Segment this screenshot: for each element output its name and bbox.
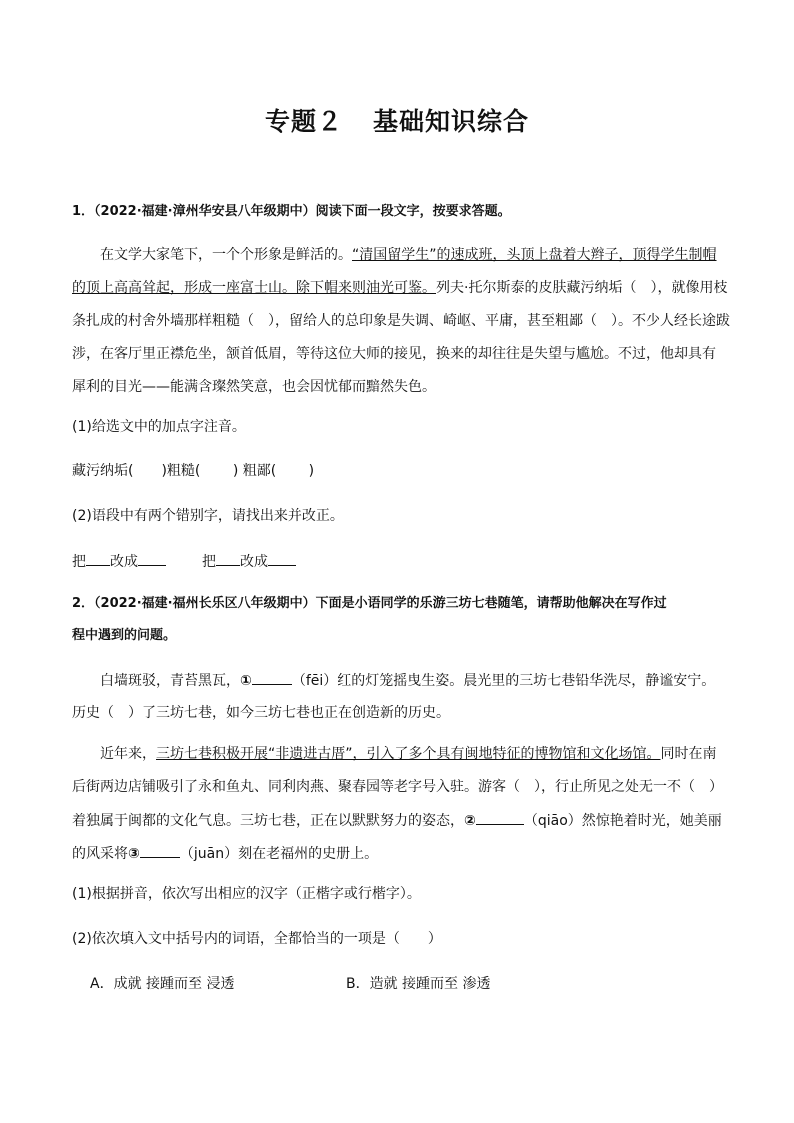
- answer-blank: [476, 810, 524, 825]
- q1-subquestion-2: (2)语段中有两个错别字，请找出来并改正。: [72, 508, 344, 524]
- q1-paragraph-line-2: 的顶上高高耸起，形成一座富士山。除下帽来则油光可鉴。列夫·托尔斯泰的皮肤藏污纳垢（ ），就像用枝: [72, 280, 728, 296]
- q2-paragraph-2-line-4: 的风采将③ （juān）刻在老福州的史册上。: [72, 843, 378, 864]
- q2-paragraph-2-line-3: 着独属于闽都的文化气息。三坊七巷，正在以默默努力的姿态，② （qiāo）然惊艳着时光，她美丽: [72, 810, 722, 831]
- circled-number-1: ①: [240, 673, 252, 689]
- q2-paragraph-1-line-2: 历史（ ）了三坊七巷，如今三坊七巷也正在创造新的历史。: [72, 705, 450, 721]
- q1-subquestion-1-answer-blanks: 藏污纳垢( )粗糙( ) 粗鄙( ): [72, 463, 315, 479]
- q2-subquestion-2: (2)依次填入文中括号内的词语，全都恰当的一项是（ ）: [72, 931, 442, 947]
- q2-paragraph-2-line-1: 近年来，三坊七巷积极开展“非遗进古厝”，引入了多个具有闽地特征的博物馆和文化场馆。同时在南: [100, 746, 717, 762]
- q1-paragraph-line-4: 涉，在客厅里正襟危坐，颔首低眉，等待这位大师的接见，换来的却往往是失望与尴尬。不过，他却具有: [72, 346, 716, 362]
- q1-paragraph-line-1: 在文学大家笔下，一个个形象是鲜活的。“清国留学生”的速成班，头顶上盘着大辫子，顶得学生制帽: [100, 247, 717, 263]
- answer-blank: [140, 843, 180, 858]
- q2-subquestion-1: (1)根据拼音，依次写出相应的汉字（正楷字或行楷字）。: [72, 886, 421, 902]
- answer-blank: [252, 670, 292, 685]
- answer-blank: [138, 551, 166, 566]
- q1-subquestion-1: (1)给选文中的加点字注音。: [72, 419, 246, 435]
- question-2-header-line-1: 2．（2022·福建·福州长乐区八年级期中）下面是小语同学的乐游三坊七巷随笔，请帮助他解决在写作过: [72, 596, 667, 611]
- title-topic-name: 基础知识综合: [373, 107, 530, 136]
- q1-paragraph-line-3: 条扎成的村舍外墙那样粗糙（ ），留给人的总印象是失调、崎岖、平庸，甚至粗鄙（ ）。不少人经长途跋: [72, 313, 730, 329]
- title-topic-number: 专题２: [264, 107, 343, 136]
- q2-paragraph-2-line-2: 后街两边店铺吸引了永和鱼丸、同利肉燕、聚春园等老字号入驻。游客（ ），行止所见之处无一不（ ）: [72, 779, 723, 795]
- underlined-sentence: 三坊七巷积极开展“非遗进古厝”，引入了多个具有闽地特征的博物馆和文化场馆。: [156, 746, 661, 762]
- question-1-header: 1．（2022·福建·漳州华安县八年级期中）阅读下面一段文字，按要求答题。: [72, 204, 511, 219]
- circled-number-2: ②: [464, 813, 476, 829]
- q2-option-a: A．成就 接踵而至 浸透: [90, 976, 235, 992]
- question-2-header-line-2: 程中遇到的问题。: [72, 628, 177, 643]
- q1-paragraph-line-5: 犀利的目光——能满含璨然笑意，也会因忧郁而黯然失色。: [72, 379, 436, 395]
- underlined-sentence: “清国留学生”的速成班，头顶上盘着大辫子，顶得学生制帽: [352, 247, 717, 263]
- answer-blank: [86, 551, 110, 566]
- answer-blank: [268, 551, 296, 566]
- underlined-sentence: 的顶上高高耸起，形成一座富士山。除下帽来则油光可鉴。: [72, 280, 436, 296]
- q2-paragraph-1-line-1: 白墙斑驳，青苔黑瓦，① （fēi）红的灯笼摇曳生姿。晨光里的三坊七巷铅华洗尽，静谧安宁。: [100, 670, 715, 691]
- q1-subquestion-2-answer-blanks: 把 改成 把 改成: [72, 551, 296, 572]
- answer-blank: [216, 551, 240, 566]
- circled-number-3: ③: [128, 846, 140, 862]
- page-title: [0, 102, 794, 138]
- q2-option-b: B．造就 接踵而至 渗透: [346, 976, 491, 992]
